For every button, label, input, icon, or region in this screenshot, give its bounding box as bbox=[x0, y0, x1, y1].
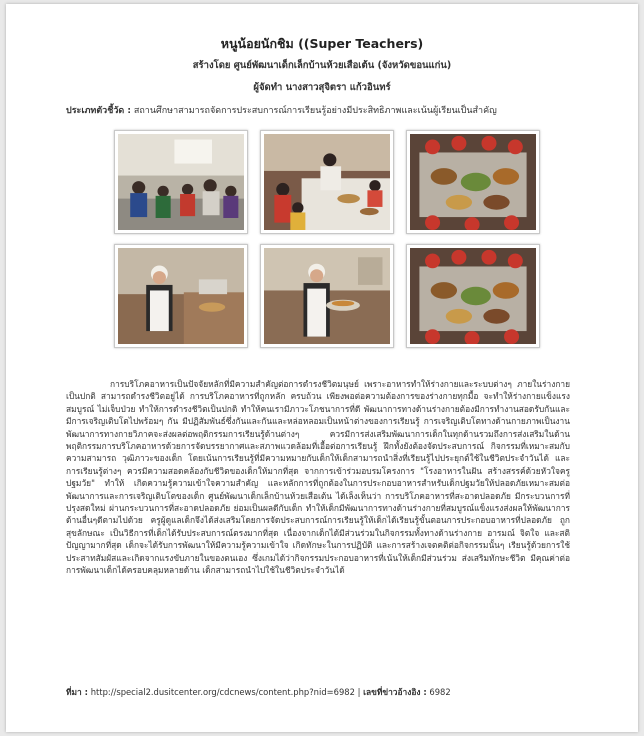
reference-number: 6982 bbox=[429, 687, 451, 697]
photo-children-kitchen bbox=[114, 130, 248, 234]
source-separator: | bbox=[357, 687, 361, 697]
photo-food-tray-2 bbox=[406, 244, 540, 348]
body-paragraph: การบริโภคอาหารเป็นปัจจัยหลักที่มีความสำคัญต่อการดำรงชีวิตมนุษย์ เพราะอาหารทำให้ร่างกายและระบบต่างๆ ภายในร่างกายเป็นปกติ สามารถดำรงชีวิตอยู่ได้ การบริโภคอาหารที่ถูกหลัก ครบถ้วน เพียงพอต่อความต้องการของร่างกายทุกมื้อ จะทำให้ร่างกายแข็งแรงสมบูรณ์ ไม่เจ็บป่วย ทำให้การดำรงชีวิตเป็นปกติ ทำให้คนเรามีภาวะโภชนาการที่ดี พัฒนาการทางด้านร่างกายต้องมีการทำงานสอดรับกันและมีการเจริญเติบโตไปพร้อมๆ กัน มีปฏิสัมพันธ์ซึ่งกันและกันและหล่อหลอมเป็นหน้าต่างของการเรียนรู้ การเจริญเติบโตทางด้านกายภาพเป็นงานพัฒนาการทางกายวิภาคจะส่งผลต่อพฤติกรรมการเรียนรู้ด้านต่างๆ ควรมีการส่งเสริมพัฒนาการเด็กในทุกด้านรวมถึงการส่งเสริมในด้านพฤติกรรมการบริโภคอาหารด้วยการจัดบรรยากาศและสภาพแวดล้อมที่เอื้อต่อการเรียนรู้ ฝึกทั้งยังต้องจัดประสบการณ์ กิจกรรมที่เหมาะสมกับความสามารถ วุฒิภาวะของเด็ก โดยเน้นการเรียนรู้ที่มีความหมายกับเด็กให้เด็กสามารถนำสิ่งที่เรียนรู้ไปประยุกต์ใช้ในชีวิตประจำวันได้ และการเรียนรู้ต่างๆ ควรมีความสอดคล้องกับชีวิตของเด็กให้มากที่สุด จากการเข้าร่วมอบรมโครงการ "โรงอาหารในฝัน สร้างสรรค์ด้วยหัวใจครูปฐมวัย" ทำให้ เกิดความรู้ความเข้าใจความสำคัญ และหลักการที่ถูกต้องในการประกอบอาหารสำหรับเด็กปฐมวัยให้ปลอดภัยเหมาะสมต่อพัฒนาการและการเจริญเติบโตของเด็ก ศูนย์พัฒนาเด็กเล็กบ้านห้วยเสือเต้น ได้เล็งเห็นว่า การบริโภคอาหารที่สะอาดปลอดภัย มีกระบวนการที่ปรุงสดใหม่ ผ่านกระบวนการที่สะอาดปลอดภัย ย่อมเป็นผลดีกับเด็ก ทำให้เด็กมีพัฒนาการทางด้านร่างกายที่สมบูรณ์แข็งแรงส่งผลให้พัฒนาการด้านอื่นๆดีตามไปด้วย ครูผู้ดูแลเด็กจึงได้ส่งเสริมโดยการจัดประสบการณ์การเรียนรู้ให้เด็กได้เรียนรู้ขั้นตอนการประกอบอาหารที่ปลอดภัย ถูกสุขลักษณะ เป็นวิธีการที่เด็กได้รับประสบการณ์ตรงมากที่สุด เนื่องจากเด็กได้มีส่วนร่วมในกิจกรรมทั้งทางด้านร่างกาย อารมณ์ จิตใจ และสติปัญญามากที่สุด เด็กจะได้รับการพัฒนาให้มีความรู้ความเข้าใจ เกิดทักษะในการปฏิบัติ และการสร้างเจตคติต่อกิจกรรมนั้นๆ เรียนรู้ด้วยการใช้ประสาทสัมผัสและเกิดจากแรงขับภายในของตนเอง ซึ่งเกมได้ว่ากิจกรรมประกอบอาหารที่เน้นให้เด็กมีส่วนร่วม ส่งเสริมทักษะชีวิต มีคุณค่าต่อการพัฒนาเด็กได้ครอบคลุมหลายด้าน เด็กสามารถนำไปใช้ในชีวิตประจำวันได้ bbox=[66, 379, 570, 576]
source-url[interactable]: http://special2.dusitcenter.org/cdcnews/content.php?nid=6982 bbox=[90, 687, 355, 697]
photo-teacher-cooking bbox=[114, 244, 248, 348]
author: ผู้จัดทำ นางสาวสุจิตรา แก้วอินทร์ bbox=[253, 82, 391, 93]
reference-label: เลขที่ข่าวอ้างอิง : bbox=[363, 687, 427, 697]
document-page bbox=[6, 4, 638, 732]
indicator-line bbox=[66, 103, 586, 117]
photo-teacher-table bbox=[260, 130, 394, 234]
source-line bbox=[66, 685, 586, 699]
indicator-label: ประเภทตัวชี้วัด : bbox=[66, 106, 131, 116]
document-title: หนูน้อยนักชิม ((Super Teachers) bbox=[220, 36, 424, 51]
photo-food-tray-1 bbox=[406, 130, 540, 234]
indicator-text: สถานศึกษาสามารถจัดการประสบการณ์การเรียนรู้อย่างมีประสิทธิภาพและเน้นผู้เรียนเป็นสำคัญ bbox=[133, 106, 497, 116]
photo-teacher-holding-tray bbox=[260, 244, 394, 348]
created-by: สร้างโดย ศูนย์พัฒนาเด็กเล็กบ้านห้วยเสือเต้น (จังหวัดขอนแก่น) bbox=[192, 60, 452, 71]
source-label: ที่มา : bbox=[66, 687, 89, 697]
